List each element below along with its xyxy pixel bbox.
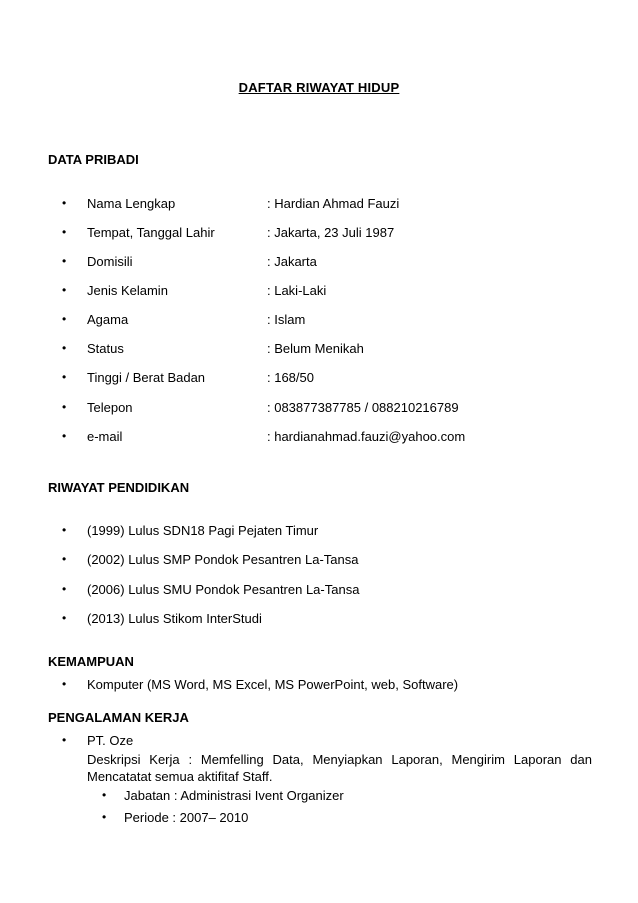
- personal-row-email: [62, 427, 465, 445]
- personal-value: : Jakarta, 23 Juli 1987: [267, 224, 395, 240]
- personal-label: Status: [87, 340, 124, 356]
- personal-value: : Laki-Laki: [267, 282, 327, 298]
- personal-label: Tempat, Tanggal Lahir: [87, 224, 215, 240]
- personal-value: : Hardian Ahmad Fauzi: [267, 195, 400, 211]
- job-company-item: [62, 731, 133, 749]
- personal-label: Domisili: [87, 253, 133, 269]
- section-heading-riwayat-pendidikan: RIWAYAT PENDIDIKAN: [48, 480, 190, 495]
- personal-label: e-mail: [87, 428, 123, 444]
- bullet-icon: •: [62, 341, 67, 355]
- education-item: [62, 580, 359, 598]
- education-text: (2006) Lulus SMU Pondok Pesantren La-Tansa: [87, 581, 360, 597]
- job-detail-item: [102, 808, 248, 826]
- bullet-icon: •: [62, 312, 67, 326]
- personal-value: : Belum Menikah: [267, 340, 364, 356]
- bullet-icon: •: [62, 283, 67, 297]
- bullet-icon: •: [62, 733, 67, 747]
- bullet-icon: •: [102, 788, 107, 802]
- personal-label: Tinggi / Berat Badan: [87, 369, 206, 385]
- education-item: [62, 521, 318, 539]
- bullet-icon: •: [62, 611, 67, 625]
- personal-value: : hardianahmad.fauzi@yahoo.com: [267, 428, 466, 444]
- bullet-icon: •: [62, 677, 67, 691]
- job-detail-text: Jabatan : Administrasi Ivent Organizer: [124, 787, 344, 803]
- bullet-icon: •: [62, 552, 67, 566]
- section-heading-data-pribadi: DATA PRIBADI: [48, 152, 139, 167]
- section-heading-pengalaman-kerja: PENGALAMAN KERJA: [48, 710, 189, 725]
- personal-label: Nama Lengkap: [87, 195, 176, 211]
- bullet-icon: •: [62, 582, 67, 596]
- bullet-icon: •: [62, 429, 67, 443]
- job-detail-text: Periode : 2007– 2010: [124, 809, 249, 825]
- personal-label: Telepon: [87, 399, 133, 415]
- personal-row-jenis-kelamin: [62, 281, 326, 299]
- personal-value: : 083877387785 / 088210216789: [267, 399, 459, 415]
- document-title: DAFTAR RIWAYAT HIDUP: [238, 80, 400, 95]
- education-text: (2013) Lulus Stikom InterStudi: [87, 610, 262, 626]
- personal-label: Agama: [87, 311, 129, 327]
- personal-row-telepon: [62, 398, 459, 416]
- personal-row-status: [62, 339, 364, 357]
- job-description: Deskripsi Kerja : Memfelling Data, Menyiapkan Laporan, Mengirim Laporan dan Mencatatat semua aktifitaf Staff.: [87, 752, 592, 784]
- education-item: [62, 609, 262, 627]
- job-company: PT. Oze: [87, 732, 134, 748]
- personal-row-agama: [62, 310, 305, 328]
- bullet-icon: •: [102, 810, 107, 824]
- bullet-icon: •: [62, 523, 67, 537]
- personal-row-ttl: [62, 223, 394, 241]
- skill-text: Komputer (MS Word, MS Excel, MS PowerPoint, web, Software): [87, 676, 459, 692]
- bullet-icon: •: [62, 370, 67, 384]
- skill-item: [62, 675, 458, 693]
- bullet-icon: •: [62, 254, 67, 268]
- job-detail-item: [102, 786, 344, 804]
- bullet-icon: •: [62, 196, 67, 210]
- section-heading-kemampuan: KEMAMPUAN: [48, 654, 134, 669]
- personal-value: : 168/50: [267, 369, 314, 385]
- bullet-icon: •: [62, 400, 67, 414]
- education-text: (1999) Lulus SDN18 Pagi Pejaten Timur: [87, 522, 319, 538]
- personal-row-tinggi-berat: [62, 368, 314, 386]
- personal-value: : Jakarta: [267, 253, 317, 269]
- personal-row-domisili: [62, 252, 317, 270]
- personal-label: Jenis Kelamin: [87, 282, 168, 298]
- education-text: (2002) Lulus SMP Pondok Pesantren La-Tansa: [87, 551, 359, 567]
- education-item: [62, 550, 358, 568]
- personal-row-nama: [62, 194, 399, 212]
- bullet-icon: •: [62, 225, 67, 239]
- personal-value: : Islam: [267, 311, 306, 327]
